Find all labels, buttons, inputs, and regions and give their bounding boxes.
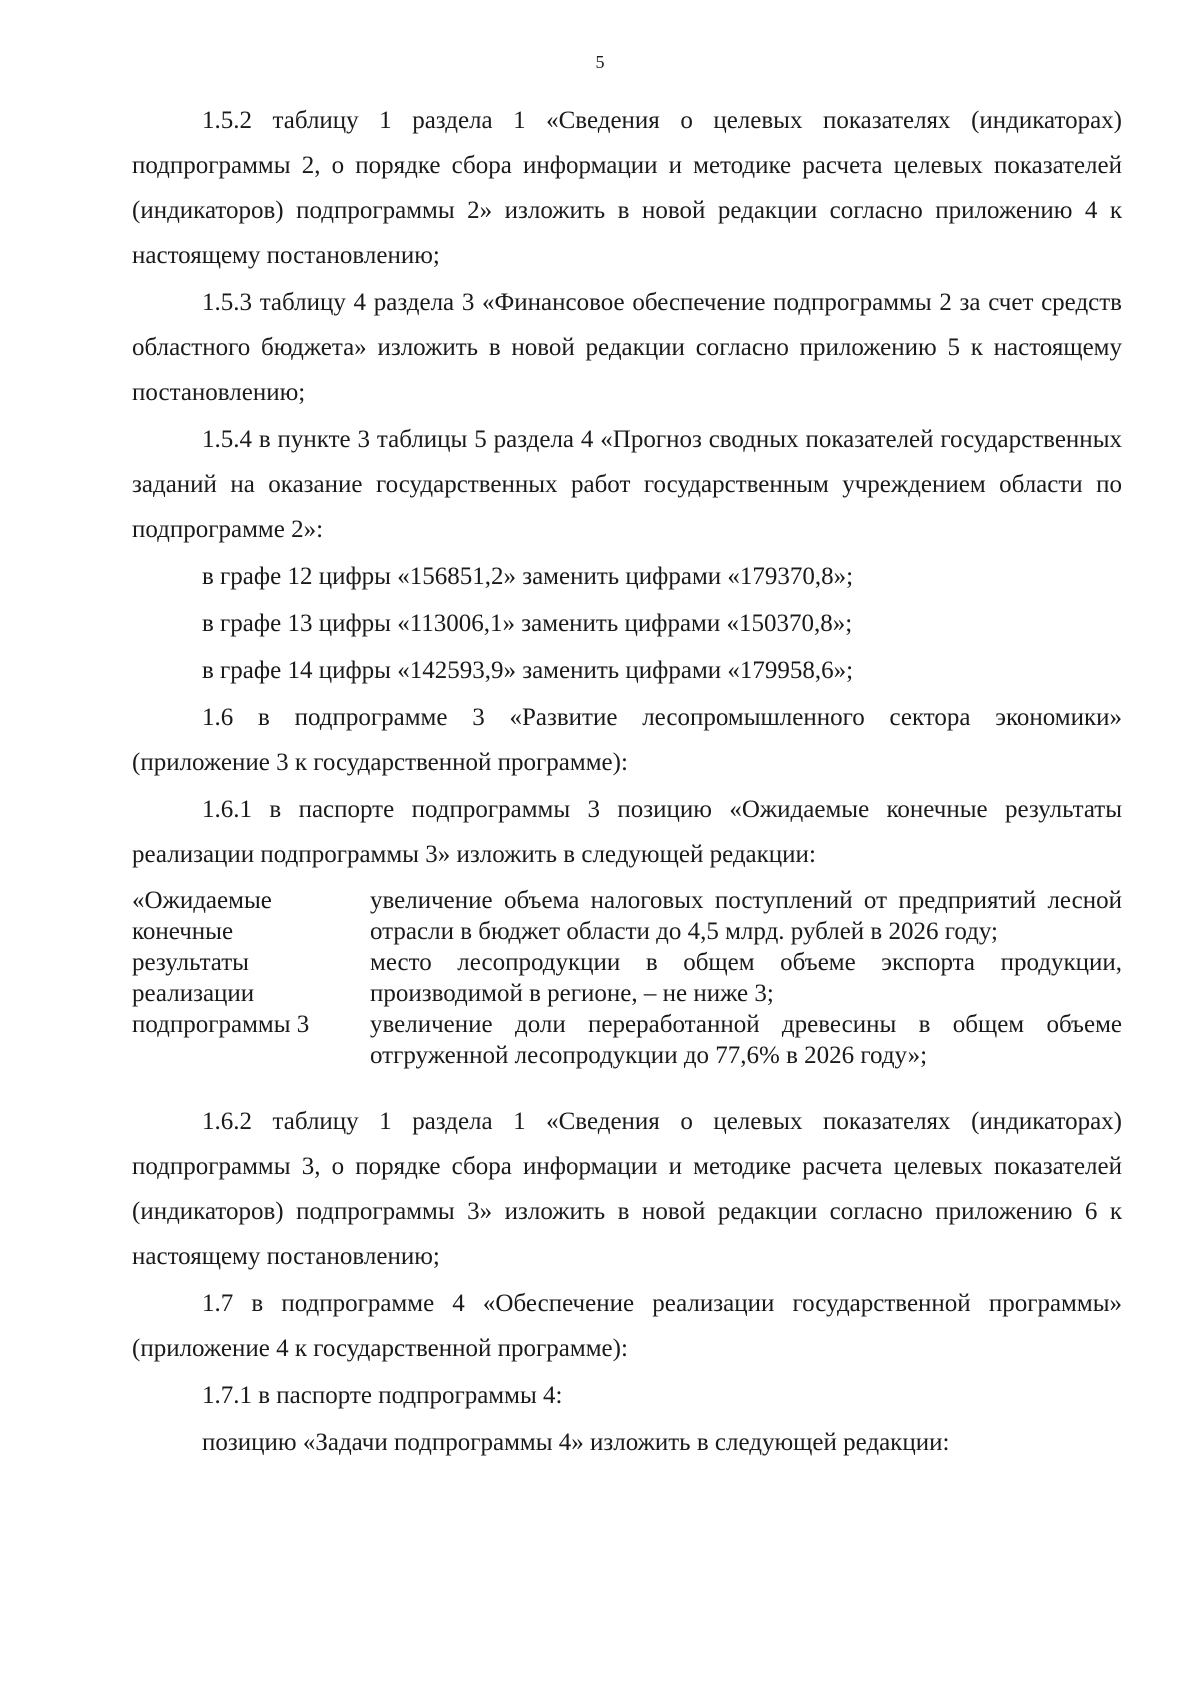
passport-label-line: «Ожидаемые bbox=[132, 887, 272, 914]
paragraph-column-13: в графе 13 цифры «113006,1» заменить цифрами «150370,8»; bbox=[202, 610, 853, 637]
document-body bbox=[132, 98, 1122, 1467]
paragraph-1-6-1: 1.6.1 в паспорте подпрограммы 3 позицию «Ожидаемые конечные результаты реализации подпрограммы 3» изложить в следующей редакции: bbox=[132, 796, 1122, 868]
passport-label-line: подпрограммы 3 bbox=[132, 1011, 310, 1038]
paragraph-1-6-2: 1.6.2 таблицу 1 раздела 1 «Сведения о целевых показателях (индикаторах) подпрограммы 3, о порядке сбора информации и методике расчета целевых показателей (индикаторов) подпрограммы 3» изложить в новой редакции согласно приложению 6 к настоящему постановлению; bbox=[132, 1108, 1122, 1270]
passport-label-line: результаты bbox=[132, 949, 249, 976]
paragraph-1-5-3: 1.5.3 таблицу 4 раздела 3 «Финансовое обеспечение подпрограммы 2 за счет средств областного бюджета» изложить в новой редакции согласно приложению 5 к настоящему постановлению; bbox=[132, 289, 1122, 406]
paragraph-1-6: 1.6 в подпрограмме 3 «Развитие лесопромышленного сектора экономики» (приложение 3 к государственной программе): bbox=[132, 704, 1122, 776]
paragraph-1-5-2: 1.5.2 таблицу 1 раздела 1 «Сведения о целевых показателях (индикаторах) подпрограммы 2, о порядке сбора информации и методике расчета целевых показателей (индикаторов) подпрограммы 2» изложить в новой редакции согласно приложению 4 к настоящему постановлению; bbox=[132, 107, 1122, 269]
paragraph-column-12: в графе 12 цифры «156851,2» заменить цифрами «179370,8»; bbox=[202, 563, 854, 590]
passport-label-line: реализации bbox=[132, 980, 255, 1007]
passport-value-item: увеличение объема налоговых поступлений от предприятий лесной отрасли в бюджет области до 4,5 млрд. рублей в 2026 году; bbox=[370, 887, 1122, 945]
paragraph-1-7-1: 1.7.1 в паспорте подпрограммы 4: bbox=[202, 1382, 563, 1409]
paragraph-1-5-4: 1.5.4 в пункте 3 таблицы 5 раздела 4 «Прогноз сводных показателей государственных заданий на оказание государственных работ государственным учреждением области по подпрограмме 2»: bbox=[132, 426, 1122, 543]
passport-value-item: место лесопродукции в общем объеме экспорта продукции, производимой в регионе, – не ниже 3; bbox=[370, 949, 1122, 1007]
paragraph-tasks-position: позицию «Задачи подпрограммы 4» изложить в следующей редакции: bbox=[202, 1429, 950, 1456]
passport-value bbox=[370, 885, 1122, 1071]
page-number: 5 bbox=[595, 52, 605, 72]
passport-value-item: увеличение доли переработанной древесины в общем объеме отгруженной лесопродукции до 77,6% в 2026 году»; bbox=[370, 1011, 1122, 1069]
passport-position-table bbox=[132, 885, 1122, 1071]
paragraph-1-7: 1.7 в подпрограмме 4 «Обеспечение реализации государственной программы» (приложение 4 к государственной программе): bbox=[132, 1290, 1122, 1362]
passport-label bbox=[132, 885, 370, 1071]
passport-label-line: конечные bbox=[132, 918, 234, 945]
paragraph-column-14: в графе 14 цифры «142593,9» заменить цифрами «179958,6»; bbox=[202, 657, 854, 684]
